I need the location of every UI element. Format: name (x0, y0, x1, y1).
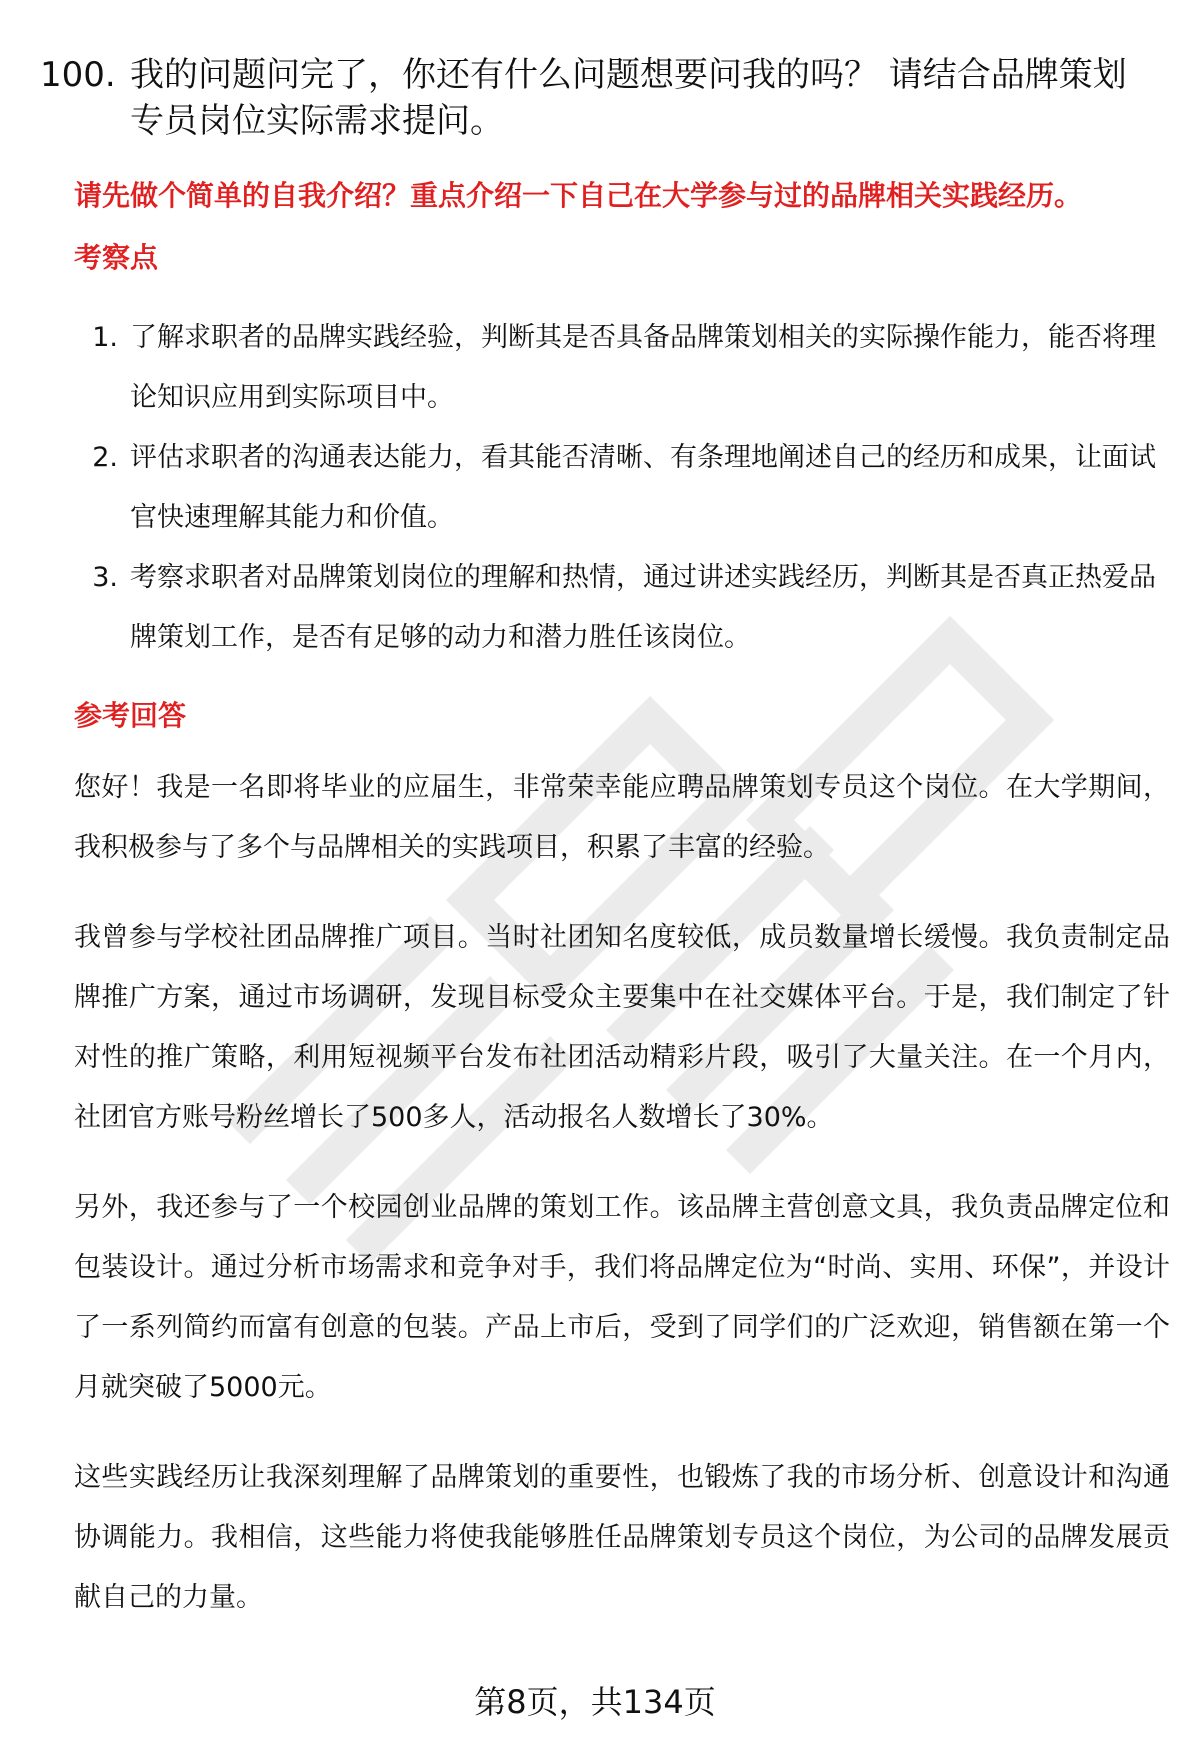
points-heading: 考察点 (74, 241, 159, 274)
answer-paragraph: 我曾参与学校社团品牌推广项目。当时社团知名度较低，成员数量增长缓慢。我负责制定品牌推广方案，通过市场调研，发现目标受众主要集中在社交媒体平台。于是，我们制定了针对性的推广策略，利用短视频平台发布社团活动精彩片段，吸引了大量关注。在一个月内，社团官方账号粉丝增长了500多人，活动报名人数增长了30%。 (74, 922, 1170, 1133)
list-item-number: 3. (92, 562, 118, 593)
answer-body (74, 758, 1170, 1658)
list-item (74, 428, 1164, 548)
page-footer: 第8页，共134页 (474, 1683, 716, 1721)
list-item-text: 考察求职者对品牌策划岗位的理解和热情，通过讲述实践经历，判断其是否真正热爱品牌策划工作，是否有足够的动力和潜力胜任该岗位。 (130, 562, 1156, 653)
points-list (74, 308, 1164, 668)
answer-heading: 参考回答 (74, 699, 187, 732)
list-item-text: 了解求职者的品牌实践经验，判断其是否具备品牌策划相关的实际操作能力，能否将理论知识应用到实际项目中。 (130, 322, 1156, 413)
intro-question: 请先做个简单的自我介绍？重点介绍一下自己在大学参与过的品牌相关实践经历。 (74, 179, 1083, 212)
list-item-number: 2. (92, 442, 118, 473)
question-number: 100. (40, 55, 116, 95)
list-item-text: 评估求职者的沟通表达能力，看其能否清晰、有条理地阐述自己的经历和成果，让面试官快速理解其能力和价值。 (130, 442, 1156, 533)
answer-paragraph: 另外，我还参与了一个校园创业品牌的策划工作。该品牌主营创意文具，我负责品牌定位和包装设计。通过分析市场需求和竞争对手，我们将品牌定位为“时尚、实用、环保”，并设计了一系列简约而富有创意的包装。产品上市后，受到了同学们的广泛欢迎，销售额在第一个月就突破了5000元。 (74, 1192, 1170, 1403)
question-block (40, 52, 1160, 144)
answer-paragraph: 您好！我是一名即将毕业的应届生，非常荣幸能应聘品牌策划专员这个岗位。在大学期间，我积极参与了多个与品牌相关的实践项目，积累了丰富的经验。 (74, 772, 1170, 863)
list-item (74, 308, 1164, 428)
list-item-number: 1. (92, 322, 118, 353)
question-text: 我的问题问完了，你还有什么问题想要问我的吗？ 请结合品牌策划专员岗位实际需求提问。 (130, 55, 1127, 141)
list-item (74, 548, 1164, 668)
answer-paragraph: 这些实践经历让我深刻理解了品牌策划的重要性，也锻炼了我的市场分析、创意设计和沟通协调能力。我相信，这些能力将使我能够胜任品牌策划专员这个岗位，为公司的品牌发展贡献自己的力量。 (74, 1462, 1170, 1613)
